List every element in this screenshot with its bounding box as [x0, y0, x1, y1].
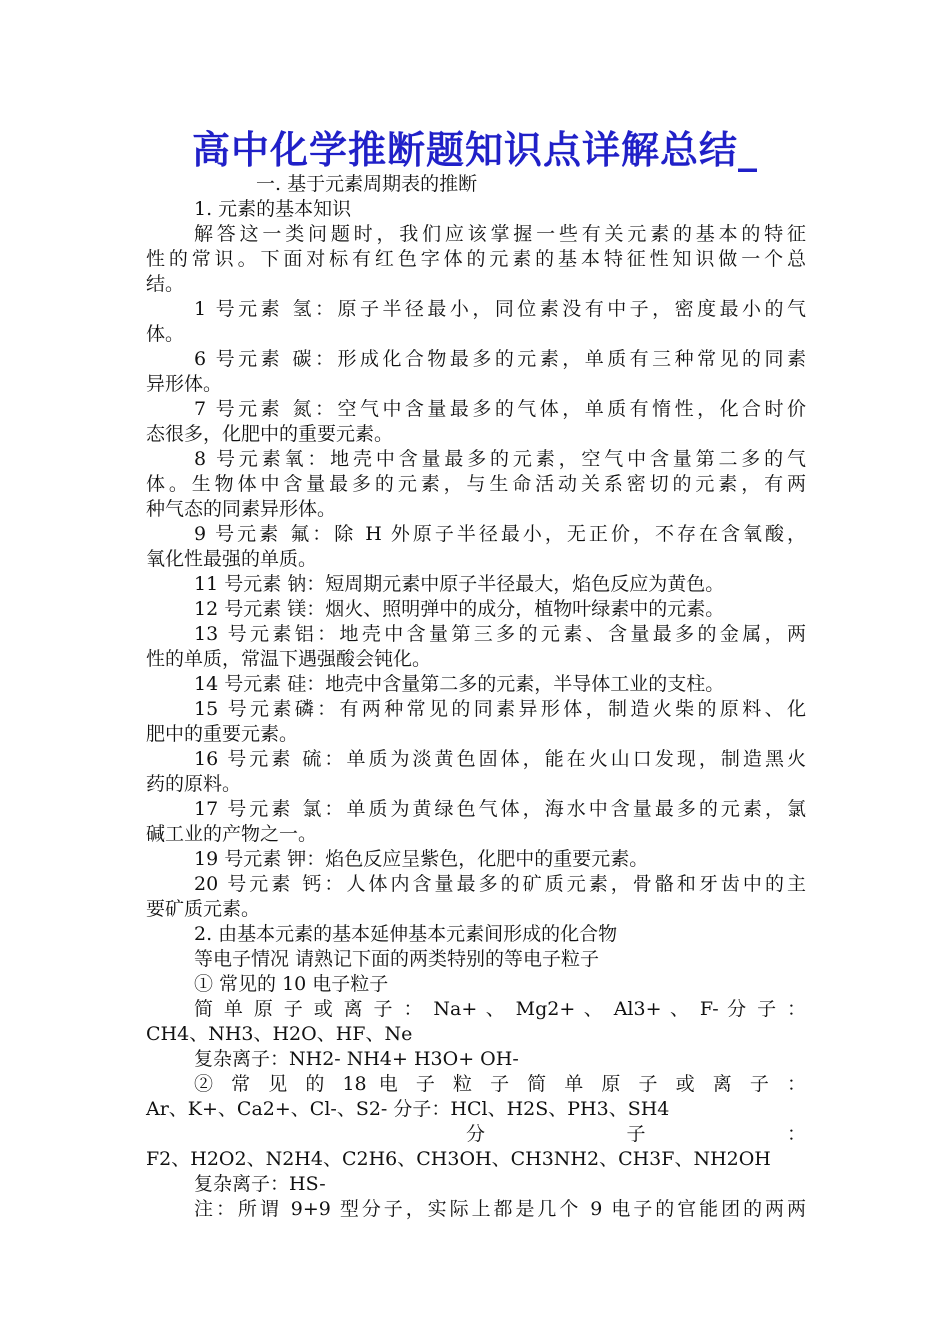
paragraph-line: 注：所谓 9+9 型分子，实际上都是几个 9 电子的官能团的两两: [194, 1198, 806, 1220]
paragraph-line: 等电子情况 请熟记下面的两类特别的等电子粒子: [194, 948, 600, 970]
paragraph-line: 14 号元素 硅：地壳中含量第二多的元素，半导体工业的支柱。: [194, 673, 725, 695]
paragraph-line: 氧化性最强的单质。: [146, 548, 318, 570]
paragraph-line: 19 号元素 钾：焰色反应呈紫色，化肥中的重要元素。: [194, 848, 649, 870]
paragraph-line: 态很多，化肥中的重要元素。: [146, 423, 394, 445]
paragraph-line: 简 单 原 子 或 离 子 ： Na+ 、 Mg2+ 、 Al3+ 、 F- 分 子 ：: [194, 998, 806, 1020]
paragraph-line: 2. 由基本元素的基本延伸基本元素间形成的化合物: [194, 923, 618, 945]
paragraph-line: Ar、K+、Ca2+、Cl-、S2- 分子：HCl、H2S、PH3、SH4: [146, 1098, 670, 1120]
paragraph-line: 种气态的同素异形体。: [146, 498, 337, 520]
paragraph-line: 1 号元素 氢：原子半径最小，同位素没有中子，密度最小的气: [194, 298, 806, 320]
paragraph-line: 17 号元素 氯：单质为黄绿色气体，海水中含量最多的元素，氯: [194, 798, 806, 820]
paragraph-line: CH4、NH3、H2O、HF、Ne: [146, 1023, 413, 1045]
paragraph-line: ② 常 见 的 18 电 子 粒 子 简 单 原 子 或 离 子 ：: [194, 1073, 806, 1095]
paragraph-line: 性的常识。下面对标有红色字体的元素的基本特征性知识做一个总: [146, 248, 806, 270]
document-body: [146, 172, 806, 1222]
paragraph-line: 复杂离子：HS-: [194, 1173, 326, 1195]
paragraph-line: 12 号元素 镁：烟火、照明弹中的成分，植物叶绿素中的元素。: [194, 598, 725, 620]
paragraph-line: 一. 基于元素周期表的推断: [256, 173, 478, 195]
paragraph-line: 6 号元素 碳：形成化合物最多的元素，单质有三种常见的同素: [194, 348, 806, 370]
paragraph-line: 7 号元素 氮：空气中含量最多的气体，单质有惰性，化合时价: [194, 398, 806, 420]
paragraph-line: 15 号元素磷：有两种常见的同素异形体，制造火柴的原料、化: [194, 698, 806, 720]
paragraph-line: 体。: [146, 323, 185, 345]
paragraph-line: F2、H2O2、N2H4、C2H6、CH3OH、CH3NH2、CH3F、NH2OH: [146, 1148, 771, 1170]
paragraph-line: 11 号元素 钠：短周期元素中原子半径最大，焰色反应为黄色。: [194, 573, 725, 595]
paragraph-line: 1. 元素的基本知识: [194, 198, 352, 220]
paragraph-line: 解答这一类问题时，我们应该掌握一些有关元素的基本的特征: [194, 223, 806, 245]
paragraph-line: 20 号元素 钙：人体内含量最多的矿质元素，骨骼和牙齿中的主: [194, 873, 806, 895]
paragraph-line: 8 号元素氧：地壳中含量最多的元素，空气中含量第二多的气: [194, 448, 806, 470]
paragraph-line: 药的原料。: [146, 773, 242, 795]
paragraph-line: 分 子 ：: [466, 1123, 806, 1145]
paragraph-line: 16 号元素 硫：单质为淡黄色固体，能在火山口发现，制造黑火: [194, 748, 806, 770]
document-title: 高中化学推断题知识点详解总结_: [191, 128, 758, 172]
paragraph-line: 体。生物体中含量最多的元素，与生命活动关系密切的元素，有两: [146, 473, 806, 495]
paragraph-line: 肥中的重要元素。: [146, 723, 299, 745]
paragraph-line: 复杂离子：NH2- NH4+ H3O+ OH-: [194, 1048, 519, 1070]
paragraph-line: 要矿质元素。: [146, 898, 261, 920]
paragraph-line: 结。: [146, 273, 185, 295]
paragraph-line: 异形体。: [146, 373, 223, 395]
paragraph-line: ① 常见的 10 电子粒子: [194, 973, 389, 995]
paragraph-line: 13 号元素铝：地壳中含量第三多的元素、含量最多的金属，两: [194, 623, 806, 645]
paragraph-line: 9 号元素 氟：除 H 外原子半径最小，无正价，不存在含氧酸，: [194, 523, 806, 545]
paragraph-line: 性的单质，常温下遇强酸会钝化。: [146, 648, 432, 670]
paragraph-line: 碱工业的产物之一。: [146, 823, 318, 845]
